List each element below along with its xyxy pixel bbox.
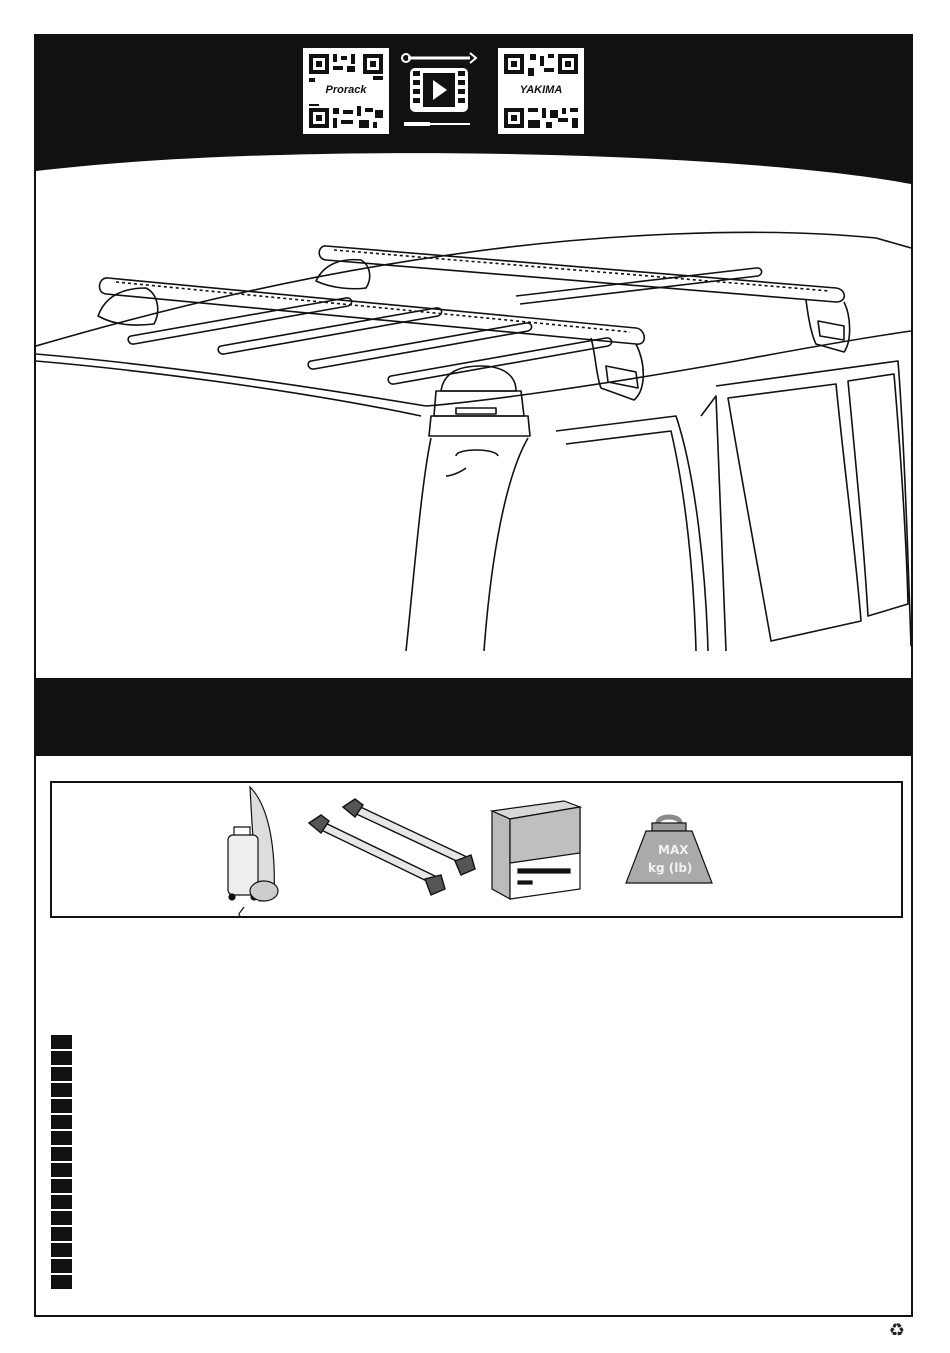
weight-unit-label: kg (lb) xyxy=(648,861,693,875)
max-weight-label: MAX xyxy=(658,843,689,857)
language-flag[interactable] xyxy=(51,1259,72,1273)
language-flag[interactable] xyxy=(51,1163,72,1177)
fitting-kit-box-icon xyxy=(488,797,584,903)
language-flag[interactable] xyxy=(51,1035,72,1049)
language-flag[interactable] xyxy=(51,1067,72,1081)
language-flag[interactable] xyxy=(51,1083,72,1097)
luggage-surfboard-icon xyxy=(220,785,288,917)
language-flag[interactable] xyxy=(51,1275,72,1289)
prorack-logo: Prorack xyxy=(311,82,381,98)
language-flag[interactable] xyxy=(51,1211,72,1225)
title-band xyxy=(36,678,911,756)
yakima-qr-code[interactable] xyxy=(498,48,584,134)
prorack-qr-code[interactable] xyxy=(303,48,389,134)
language-flag[interactable] xyxy=(51,1099,72,1113)
language-flag[interactable] xyxy=(51,1179,72,1193)
language-flag-list xyxy=(51,1035,73,1291)
crossbars-icon xyxy=(307,797,477,897)
product-spec-box xyxy=(50,781,903,918)
language-flag[interactable] xyxy=(51,1195,72,1209)
yakima-logo: YAKIMA xyxy=(506,82,576,98)
video-tutorial-icon[interactable] xyxy=(400,50,480,132)
recycle-icon: ♻ xyxy=(888,1320,906,1341)
roof-rack-illustration xyxy=(36,176,911,676)
language-flag[interactable] xyxy=(51,1115,72,1129)
instruction-sheet xyxy=(34,34,913,1317)
language-flag[interactable] xyxy=(51,1147,72,1161)
language-flag[interactable] xyxy=(51,1243,72,1257)
language-flag[interactable] xyxy=(51,1051,72,1065)
language-flag[interactable] xyxy=(51,1131,72,1145)
language-flag[interactable] xyxy=(51,1227,72,1241)
